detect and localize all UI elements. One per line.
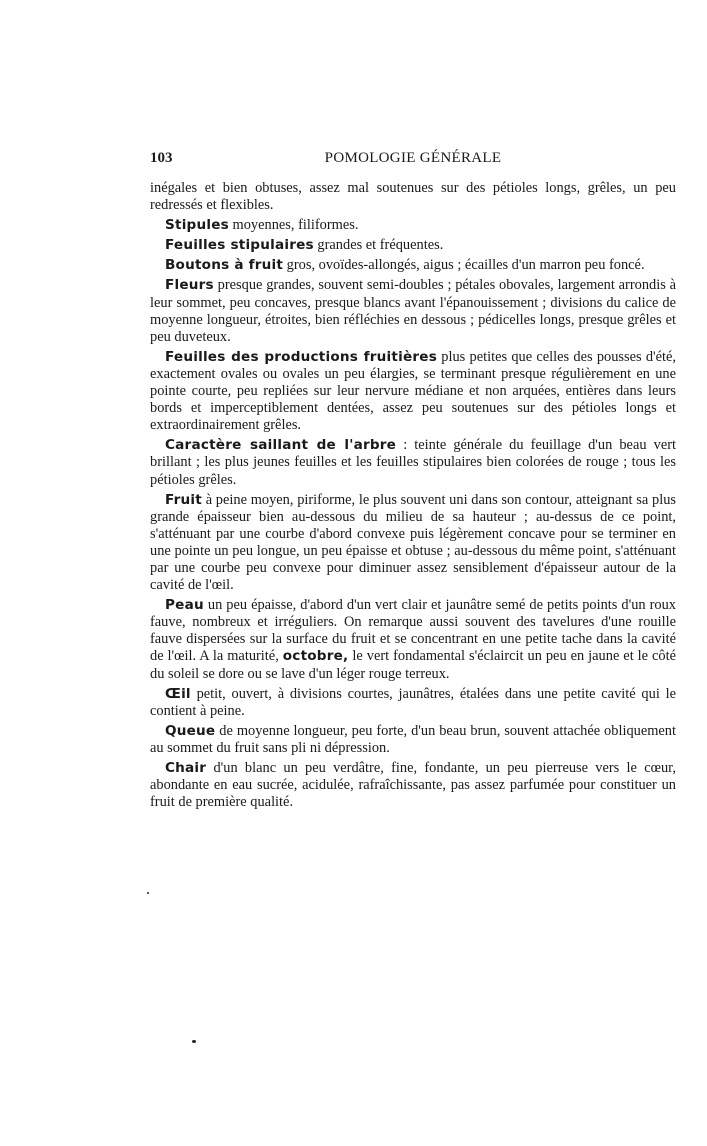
term-heading: Stipules bbox=[165, 217, 229, 234]
paragraph-chair bbox=[150, 760, 676, 811]
paragraph-queue bbox=[150, 723, 676, 757]
paragraph-continuation bbox=[150, 180, 676, 214]
term-heading: Fleurs bbox=[165, 277, 214, 294]
term-heading: Feuilles stipulaires bbox=[165, 237, 314, 254]
book-page bbox=[150, 150, 676, 814]
term-heading: Queue bbox=[165, 722, 216, 739]
term-heading: Feuilles des productions fruitières bbox=[165, 348, 437, 365]
paragraph-caractere bbox=[150, 437, 676, 488]
paragraph-text: grandes et fréquentes. bbox=[313, 237, 444, 254]
paragraph-text: moyennes, filiformes. bbox=[228, 217, 359, 234]
paragraph-stipules bbox=[150, 217, 676, 234]
paragraph-text: petit, ouvert, à divisions courtes, jaunâtres, étalées dans une petite cavité qui le contient à peine. bbox=[150, 685, 676, 719]
print-speck bbox=[192, 1040, 196, 1043]
paragraph-text: plus petites que celles des pousses d'été, exactement ovales ou ovales un peu élargies, se terminant presque régulièrement en une pointe courte, peu repliées sur leur nervure médiane et non arquées, entières dans leurs bords et imperceptiblement dentées, assez peu soutenues sur des pétioles longs et extraordinairement grêles. bbox=[150, 348, 677, 434]
paragraph-text: gros, ovoïdes-allongés, aigus ; écailles d'un marron peu foncé. bbox=[283, 257, 645, 274]
paragraph-text: inégales et bien obtuses, assez mal soutenues sur des pétioles longs, grêles, un peu redressés et flexibles. bbox=[150, 180, 676, 214]
paragraph-peau bbox=[150, 597, 676, 682]
paragraph-text: presque grandes, souvent semi-doubles ; pétales obovales, largement arrondis à leur sommet, peu concaves, presque blancs avant l'épanouissement ; divisions du calice de moyenne longueur, étroites, bien réfléchies en dessous ; pédicelles longs, presque grêles et peu duveteux. bbox=[150, 277, 676, 345]
page-number: 103 bbox=[150, 150, 173, 166]
page-header bbox=[150, 150, 676, 172]
term-heading: Chair bbox=[165, 760, 207, 776]
paragraph-feuilles-productions bbox=[150, 349, 676, 434]
paragraph-text: d'un blanc un peu verdâtre, fine, fondante, un peu pierreuse vers le cœur, abondante en eau sucrée, acidulée, rafraîchissante, pas assez parfumée pour constituer un fruit de première qualité. bbox=[150, 760, 676, 811]
term-heading: Œil bbox=[165, 685, 191, 702]
paragraph-text: à peine moyen, piriforme, le plus souvent uni dans son contour, atteignant sa plus grande épaisseur bien au-dessous du milieu de sa hauteur ; au-dessus de ce point, s'atténuant par une courbe d'abord convexe puis légèrement concave pour se terminer en une pointe un peu longue, un peu épaisse et obtuse ; au-dessous du même point, s'atténuant par une courbe peu convexe pour diminuer assez sensiblement d'épaisseur autour de la cavité de l'œil. bbox=[150, 491, 676, 594]
term-heading: Boutons à fruit bbox=[165, 257, 284, 274]
paragraph-text: un peu épaisse, d'abord d'un vert clair et jaunâtre semé de petits points d'un roux fauve, nombreux et irréguliers. On remarque aussi souvent des tavelures d'une rouille fauve dispersées sur la surface du fruit et se concentrant en une petite tache dans la cavité de l'œil. A la maturité, bbox=[150, 597, 676, 665]
paragraph-text: : teinte générale du feuillage d'un beau vert brillant ; les plus jeunes feuilles et les feuilles stipulaires bien colorées de rouge ; tous les pétioles grêles. bbox=[150, 437, 676, 488]
running-title: POMOLOGIE GÉNÉRALE bbox=[324, 150, 502, 166]
paragraph-boutons bbox=[150, 257, 676, 274]
paragraph-oeil bbox=[150, 686, 676, 720]
term-inline: octobre, bbox=[282, 648, 349, 665]
paragraph-feuilles-stipulaires bbox=[150, 237, 676, 254]
term-heading: Fruit bbox=[165, 491, 202, 508]
term-heading: Caractère saillant de l'arbre bbox=[165, 437, 397, 454]
page-body bbox=[150, 180, 676, 811]
paragraph-fleurs bbox=[150, 277, 676, 345]
term-heading: Peau bbox=[165, 597, 204, 614]
paragraph-fruit bbox=[150, 492, 676, 595]
print-speck bbox=[147, 892, 149, 894]
paragraph-text: le vert fondamental s'éclaircit un peu en jaune et le côté du soleil se dore ou se lave d'un léger rouge terreux. bbox=[150, 648, 676, 682]
paragraph-text: de moyenne longueur, peu forte, d'un beau brun, souvent attachée obliquement au sommet du fruit sans pli ni dépression. bbox=[150, 722, 676, 756]
